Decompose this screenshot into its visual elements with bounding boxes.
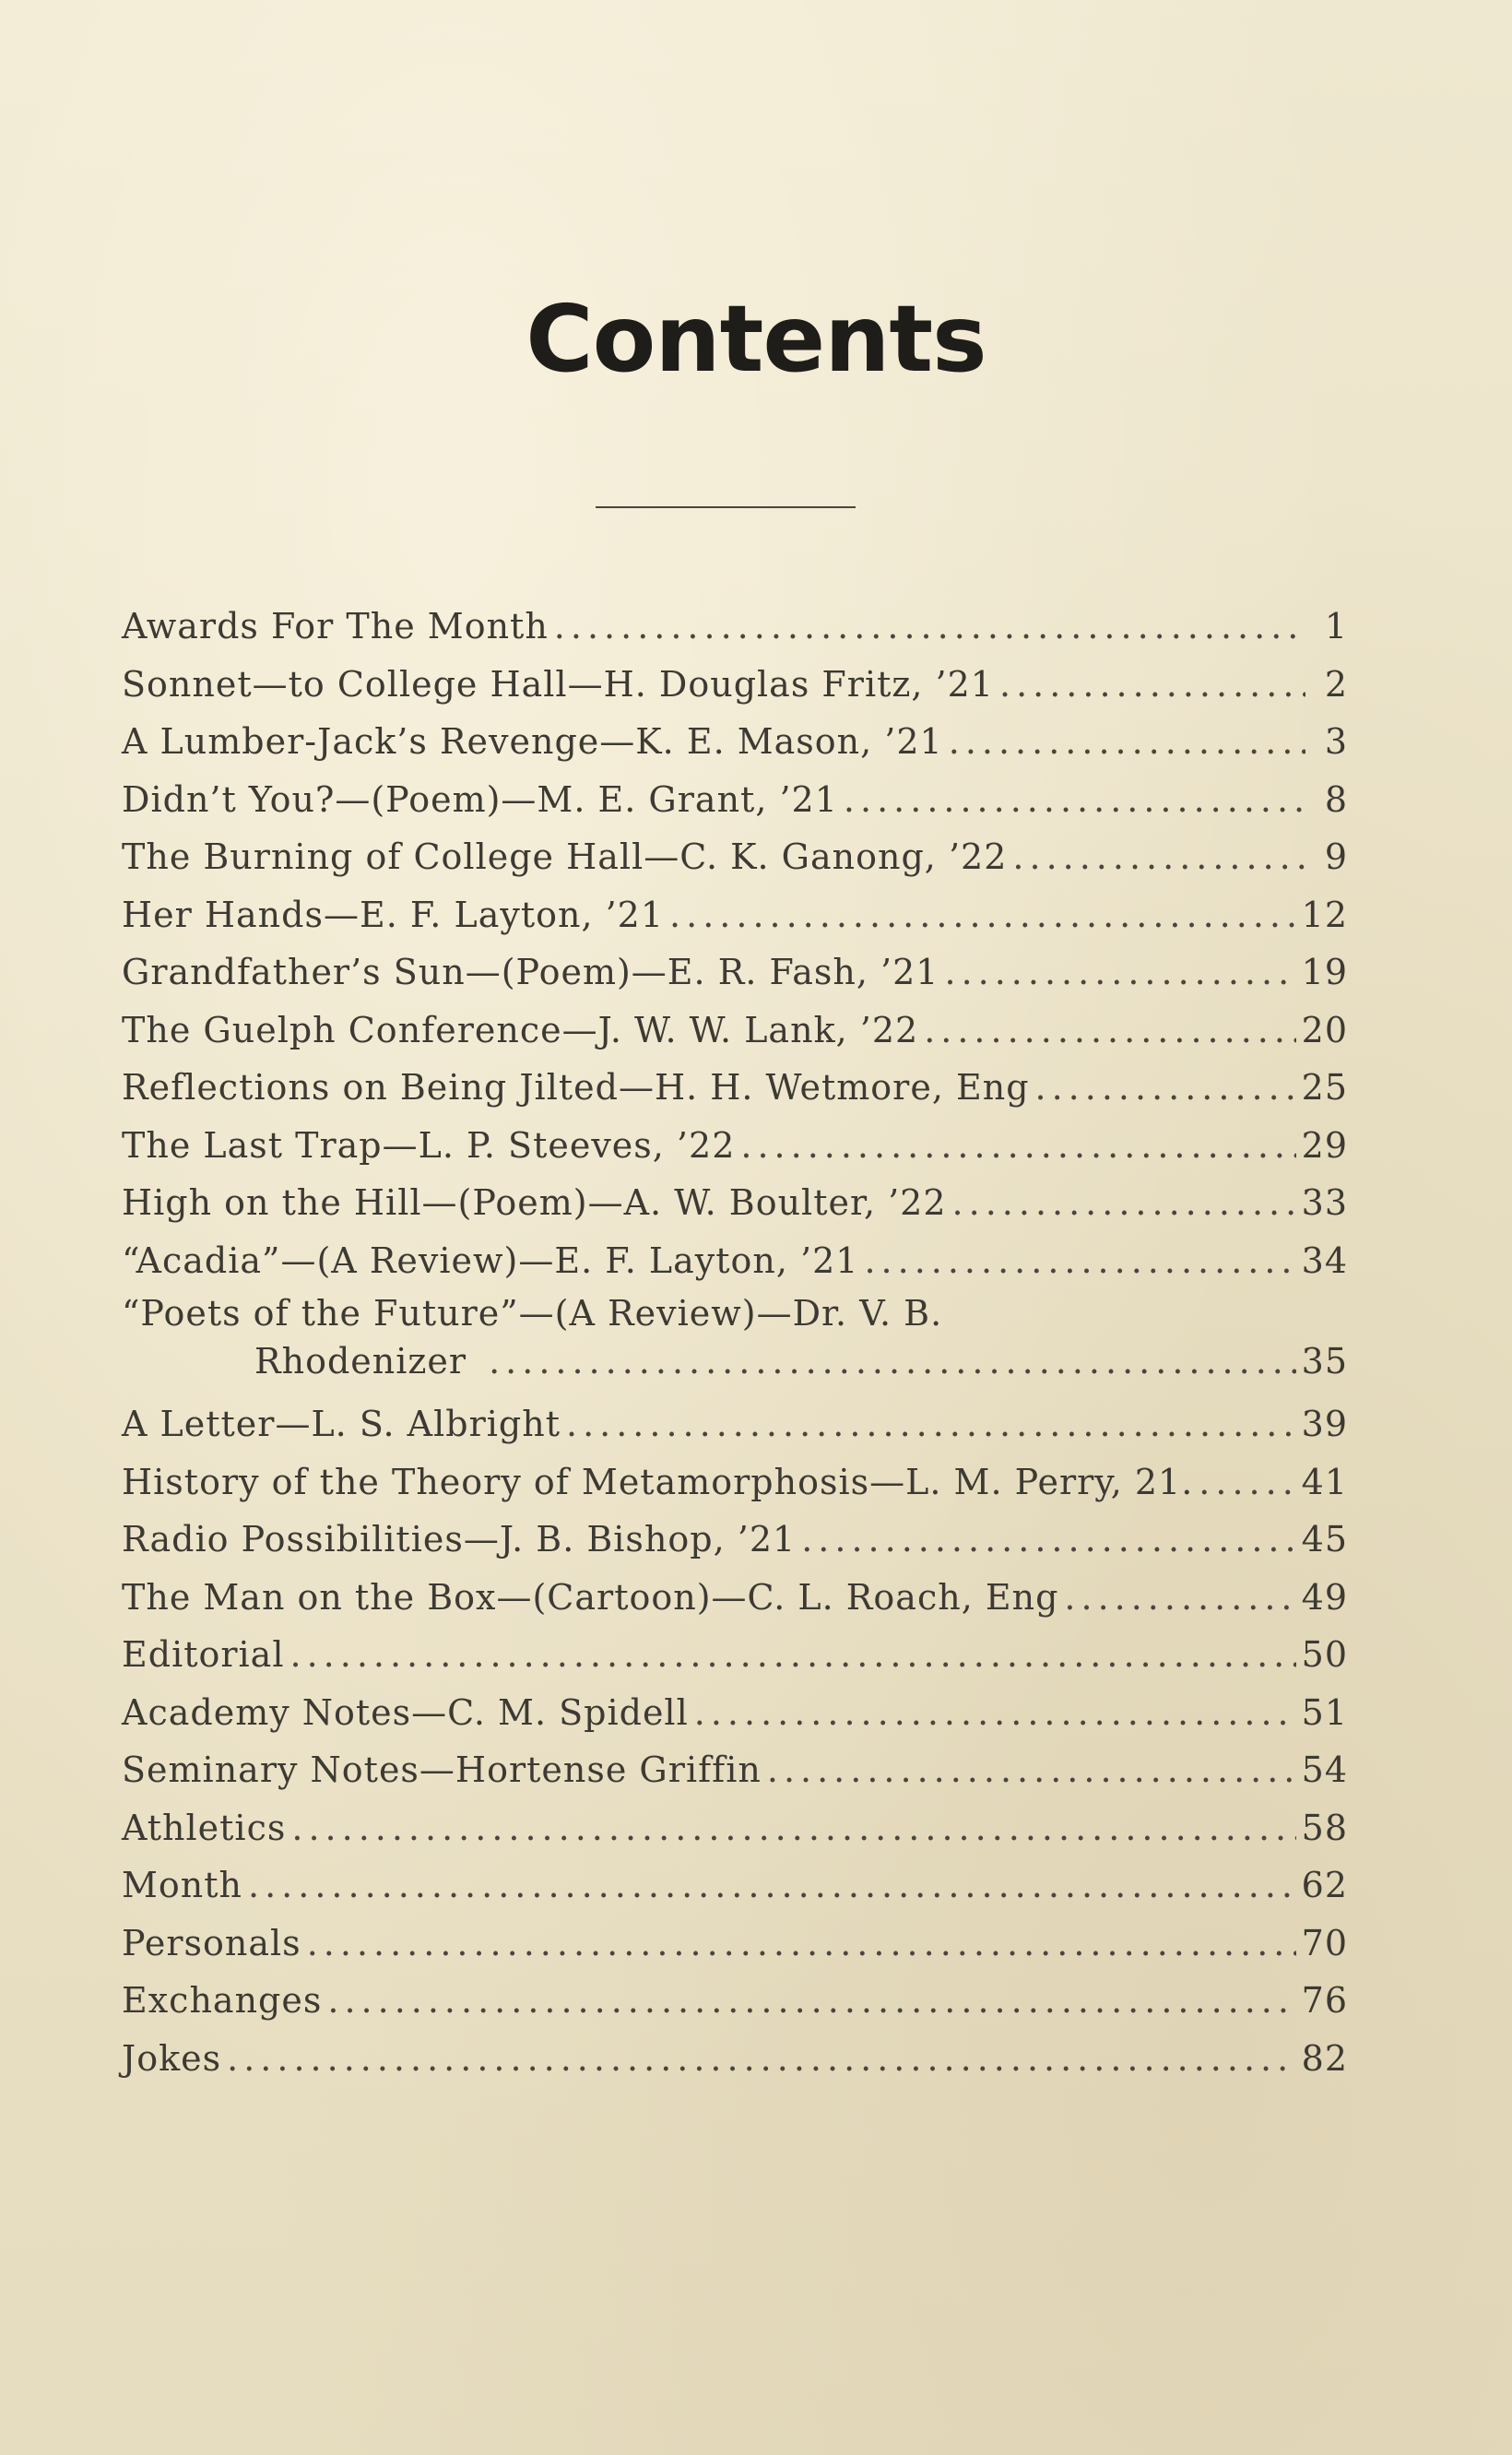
toc-entry-title: A Lumber-Jack’s Revenge—K. E. Mason, ’21 bbox=[122, 721, 943, 762]
toc-entry-title: High on the Hill—(Poem)—A. W. Boulter, ’22 bbox=[122, 1182, 947, 1223]
toc-entry-title: “Acadia”—(A Review)—E. F. Layton, ’21 bbox=[122, 1239, 859, 1281]
toc-entry-page: 12 bbox=[1301, 894, 1348, 935]
toc-entry-page: 50 bbox=[1301, 1634, 1348, 1675]
toc-entry-title: History of the Theory of Metamorphosis—L. M. Perry, 21. bbox=[122, 1461, 1194, 1502]
toc-entry-title: The Guelph Conference—J. W. W. Lank, ’22 bbox=[122, 1009, 919, 1050]
toc-entry-title: Exchanges bbox=[122, 1980, 323, 2021]
toc-entry bbox=[122, 1002, 1348, 1060]
toc-entry bbox=[122, 1059, 1348, 1117]
dot-leader bbox=[1199, 1453, 1295, 1512]
toc-entry bbox=[122, 2030, 1348, 2088]
page-title: Contents bbox=[526, 285, 986, 393]
dot-leader bbox=[489, 1337, 1296, 1385]
toc-entry-title: A Letter—L. S. Albright bbox=[122, 1404, 561, 1444]
toc-entry-title: The Last Trap—L. P. Steeves, ’22 bbox=[122, 1124, 736, 1166]
toc-entry bbox=[122, 886, 1348, 944]
dot-leader bbox=[694, 1684, 1296, 1742]
toc-entry-title: Month bbox=[122, 1865, 243, 1905]
dot-leader bbox=[999, 656, 1305, 714]
toc-entry-title: The Man on the Box—(Cartoon)—C. L. Roach, Eng bbox=[122, 1576, 1059, 1618]
toc-entry bbox=[122, 1232, 1348, 1290]
table-of-contents bbox=[122, 598, 1348, 2087]
dot-leader bbox=[944, 943, 1295, 1002]
dot-leader bbox=[949, 713, 1305, 771]
dot-leader bbox=[767, 1741, 1296, 1799]
toc-entry-page: 45 bbox=[1301, 1519, 1348, 1560]
toc-entry-page: 9 bbox=[1324, 836, 1348, 877]
toc-entry-page: 29 bbox=[1301, 1124, 1348, 1166]
toc-entry-page: 33 bbox=[1301, 1182, 1348, 1223]
toc-entry bbox=[122, 1174, 1348, 1232]
toc-entry bbox=[122, 1741, 1348, 1799]
toc-entry bbox=[122, 656, 1348, 714]
dot-leader bbox=[566, 1395, 1296, 1453]
dot-leader bbox=[864, 1232, 1295, 1290]
toc-entry-title: Grandfather’s Sun—(Poem)—E. R. Fash, ’21 bbox=[122, 952, 939, 992]
toc-entry-page: 19 bbox=[1301, 952, 1348, 992]
toc-entry-title: Jokes bbox=[122, 2037, 222, 2079]
dot-leader bbox=[327, 1972, 1295, 2030]
dot-leader bbox=[669, 886, 1296, 944]
toc-entry bbox=[122, 771, 1348, 829]
toc-entry-page: 54 bbox=[1301, 1749, 1348, 1790]
toc-entry-page: 41 bbox=[1301, 1461, 1348, 1502]
toc-entry bbox=[122, 1972, 1348, 2030]
toc-entry-title: Her Hands—E. F. Layton, ’21 bbox=[122, 894, 665, 935]
toc-entry bbox=[122, 1799, 1348, 1857]
toc-entry bbox=[122, 828, 1348, 886]
toc-entry-page: 2 bbox=[1324, 663, 1348, 705]
dot-leader bbox=[290, 1626, 1296, 1684]
dot-leader bbox=[291, 1799, 1295, 1857]
toc-entry bbox=[122, 1117, 1348, 1175]
toc-entry bbox=[122, 1684, 1348, 1742]
dot-leader bbox=[1012, 828, 1305, 886]
toc-entry-title: Reflections on Being Jilted—H. H. Wetmore, Eng bbox=[122, 1067, 1030, 1108]
toc-entry-title: Academy Notes—C. M. Spidell bbox=[122, 1691, 689, 1733]
toc-entry-page: 35 bbox=[1301, 1341, 1348, 1382]
toc-entry bbox=[122, 1395, 1348, 1453]
dot-leader bbox=[227, 2030, 1296, 2088]
toc-entry bbox=[122, 1289, 1348, 1395]
toc-entry-page: 8 bbox=[1324, 778, 1348, 820]
dot-leader bbox=[801, 1511, 1295, 1569]
toc-entry bbox=[122, 1915, 1348, 1973]
toc-entry-page: 1 bbox=[1324, 606, 1348, 646]
toc-entry-page: 51 bbox=[1301, 1691, 1348, 1733]
dot-leader bbox=[554, 598, 1305, 656]
toc-entry-page: 34 bbox=[1301, 1239, 1348, 1281]
toc-entry-title: Radio Possibilities—J. B. Bishop, ’21 bbox=[122, 1519, 797, 1560]
toc-entry bbox=[122, 1569, 1348, 1627]
dot-leader bbox=[952, 1174, 1296, 1232]
toc-entry-title: Personals bbox=[122, 1922, 301, 1963]
toc-entry-page: 39 bbox=[1301, 1404, 1348, 1444]
dot-leader bbox=[1064, 1569, 1295, 1627]
title-divider bbox=[596, 506, 856, 508]
toc-entry-page: 25 bbox=[1301, 1067, 1348, 1108]
dot-leader bbox=[844, 771, 1305, 829]
toc-entry-title: Didn’t You?—(Poem)—M. E. Grant, ’21 bbox=[122, 778, 838, 820]
toc-entry-continuation bbox=[122, 1337, 1348, 1385]
toc-entry bbox=[122, 1453, 1348, 1512]
toc-entry-title: Awards For The Month bbox=[122, 606, 549, 646]
dot-leader bbox=[1035, 1059, 1296, 1117]
toc-entry bbox=[122, 1511, 1348, 1569]
toc-entry-page: 3 bbox=[1324, 721, 1348, 762]
dot-leader bbox=[248, 1856, 1296, 1915]
toc-entry-title: Editorial bbox=[122, 1634, 285, 1675]
toc-entry bbox=[122, 713, 1348, 771]
toc-entry-page: 82 bbox=[1301, 2037, 1348, 2079]
toc-entry-title: Seminary Notes—Hortense Griffin bbox=[122, 1749, 762, 1790]
toc-entry-page: 62 bbox=[1301, 1865, 1348, 1905]
dot-leader bbox=[307, 1915, 1296, 1973]
dot-leader bbox=[924, 1002, 1295, 1060]
toc-entry-title: The Burning of College Hall—C. K. Ganong, ’22 bbox=[122, 836, 1008, 877]
toc-entry-title: Sonnet—to College Hall—H. Douglas Fritz, ’21 bbox=[122, 663, 994, 705]
toc-entry-title-continued: Rhodenizer bbox=[254, 1341, 467, 1382]
toc-entry bbox=[122, 598, 1348, 656]
toc-entry-page: 76 bbox=[1301, 1980, 1348, 2021]
toc-entry bbox=[122, 1626, 1348, 1684]
dot-leader bbox=[740, 1117, 1295, 1175]
toc-entry-page: 58 bbox=[1301, 1807, 1348, 1848]
toc-entry-page: 49 bbox=[1301, 1576, 1348, 1618]
toc-entry-page: 20 bbox=[1301, 1009, 1348, 1050]
toc-entry-title: Athletics bbox=[122, 1807, 287, 1848]
toc-entry bbox=[122, 1856, 1348, 1915]
toc-entry-page: 70 bbox=[1301, 1922, 1348, 1963]
toc-entry-title: “Poets of the Future”—(A Review)—Dr. V. B. bbox=[122, 1293, 943, 1334]
toc-entry bbox=[122, 943, 1348, 1002]
